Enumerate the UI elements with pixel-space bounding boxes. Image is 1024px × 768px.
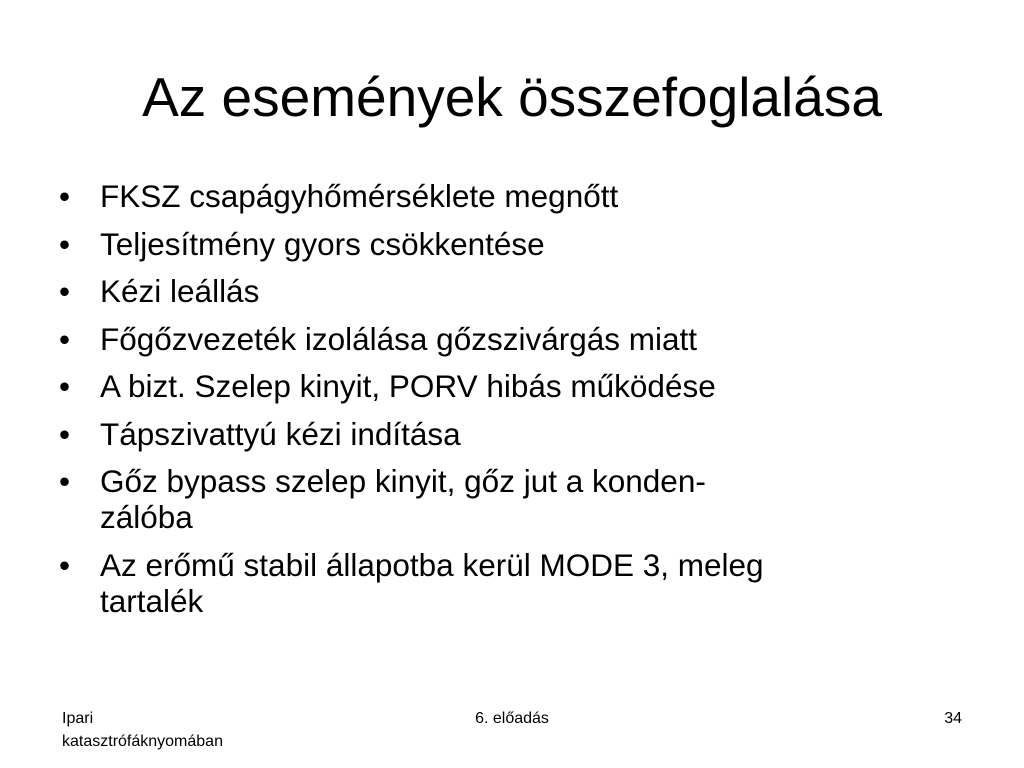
- bullet-icon: •: [59, 178, 71, 214]
- bullet-text: A bizt. Szelep kinyit, PORV hibás működése: [100, 368, 716, 404]
- slide-title: Az események összefoglalása: [142, 66, 882, 128]
- bullet-text: FKSZ csapágyhőmérséklete megnőtt: [100, 178, 619, 214]
- bullet-icon: •: [59, 225, 71, 262]
- bullet-icon: •: [59, 415, 71, 452]
- bullet-text: Teljesítmény gyors csökkentése: [100, 225, 545, 262]
- bullet-text: Az erőmű stabil állapotba kerül MODE 3, meleg tartalék: [100, 546, 764, 619]
- bullet-text: Gőz bypass szelep kinyit, gőz jut a konden- zálóba: [100, 463, 706, 535]
- list-item: [55, 273, 955, 309]
- page-number: 34: [944, 710, 962, 727]
- bullet-icon: •: [59, 368, 71, 404]
- list-item: [55, 226, 955, 262]
- bullet-icon: •: [59, 273, 71, 309]
- bullet-text: Kézi leállás: [100, 273, 260, 309]
- footer-lecture-number: 6. előadás: [475, 710, 549, 727]
- bullet-icon: •: [59, 320, 71, 357]
- bullet-icon: •: [59, 546, 71, 583]
- bullet-list: [55, 178, 955, 630]
- list-item: [55, 416, 955, 452]
- footer-course-title: Ipari katasztrófáknyomában: [62, 710, 223, 750]
- list-item: [55, 368, 955, 404]
- list-item: [55, 463, 955, 535]
- bullet-icon: •: [59, 463, 71, 499]
- list-item: [55, 178, 955, 214]
- list-item: [55, 321, 955, 357]
- list-item: [55, 547, 955, 619]
- bullet-text: Tápszivattyú kézi indítása: [100, 415, 461, 452]
- bullet-text: Főgőzvezeték izolálása gőzszivárgás miatt: [100, 320, 698, 357]
